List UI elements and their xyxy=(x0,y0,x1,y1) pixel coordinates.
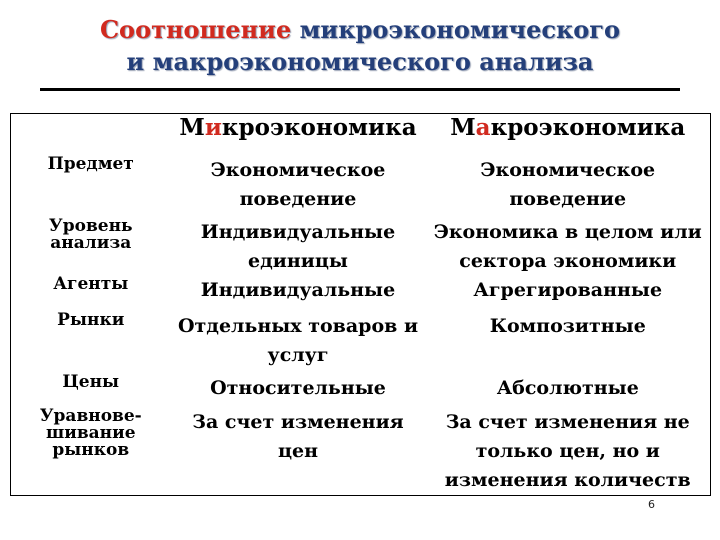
header-micro xyxy=(171,114,426,157)
header-micro-prefix: М xyxy=(179,114,205,141)
macro-cell: За счет изменения не только цен, но и изменения количеств xyxy=(444,411,691,491)
table-row xyxy=(11,312,711,374)
title-underline xyxy=(40,88,680,91)
header-macro-rest: кроэкономика xyxy=(490,114,686,141)
header-macro-highlight: а xyxy=(475,114,491,141)
macro-cell: Абсолютные xyxy=(496,377,639,399)
row-label: Агенты xyxy=(53,274,129,294)
micro-cell: Индивидуальные единицы xyxy=(200,221,396,272)
micro-cell: Индивидуальные xyxy=(200,279,396,301)
micro-cell: Относительные xyxy=(210,377,386,399)
header-macro-prefix: М xyxy=(450,114,476,141)
table-row xyxy=(11,374,711,408)
table-row xyxy=(11,276,711,312)
micro-cell: За счет изменения цен xyxy=(192,411,404,462)
title-word-highlight: Соотношение xyxy=(99,15,292,44)
header-macro xyxy=(426,114,711,157)
table-row xyxy=(11,408,711,496)
title-line2: и макроэкономического анализа xyxy=(126,47,594,76)
comparison-table xyxy=(10,113,711,496)
macro-cell: Композитные xyxy=(489,315,646,337)
header-micro-highlight: и xyxy=(204,114,222,141)
title-line1-rest: микроэкономического xyxy=(291,15,621,44)
row-label: Предмет xyxy=(47,154,134,174)
macro-cell: Агрегированные xyxy=(473,279,663,301)
header-empty-cell xyxy=(11,114,171,157)
row-label: Рынки xyxy=(57,310,125,330)
page-number: 6 xyxy=(648,498,655,511)
row-label: Уровень анализа xyxy=(48,216,133,253)
slide-title xyxy=(0,14,720,78)
table-row xyxy=(11,218,711,276)
micro-cell: Экономическое поведение xyxy=(210,159,386,210)
row-label: Уравнове-шивание рынков xyxy=(39,406,142,460)
table-header-row xyxy=(11,114,711,157)
header-micro-rest: кроэкономика xyxy=(221,114,417,141)
row-label: Цены xyxy=(62,372,120,392)
macro-cell: Экономика в целом или сектора экономики xyxy=(433,221,702,272)
micro-cell: Отдельных товаров и услуг xyxy=(177,315,419,366)
table-row xyxy=(11,156,711,218)
macro-cell: Экономическое поведение xyxy=(480,159,656,210)
